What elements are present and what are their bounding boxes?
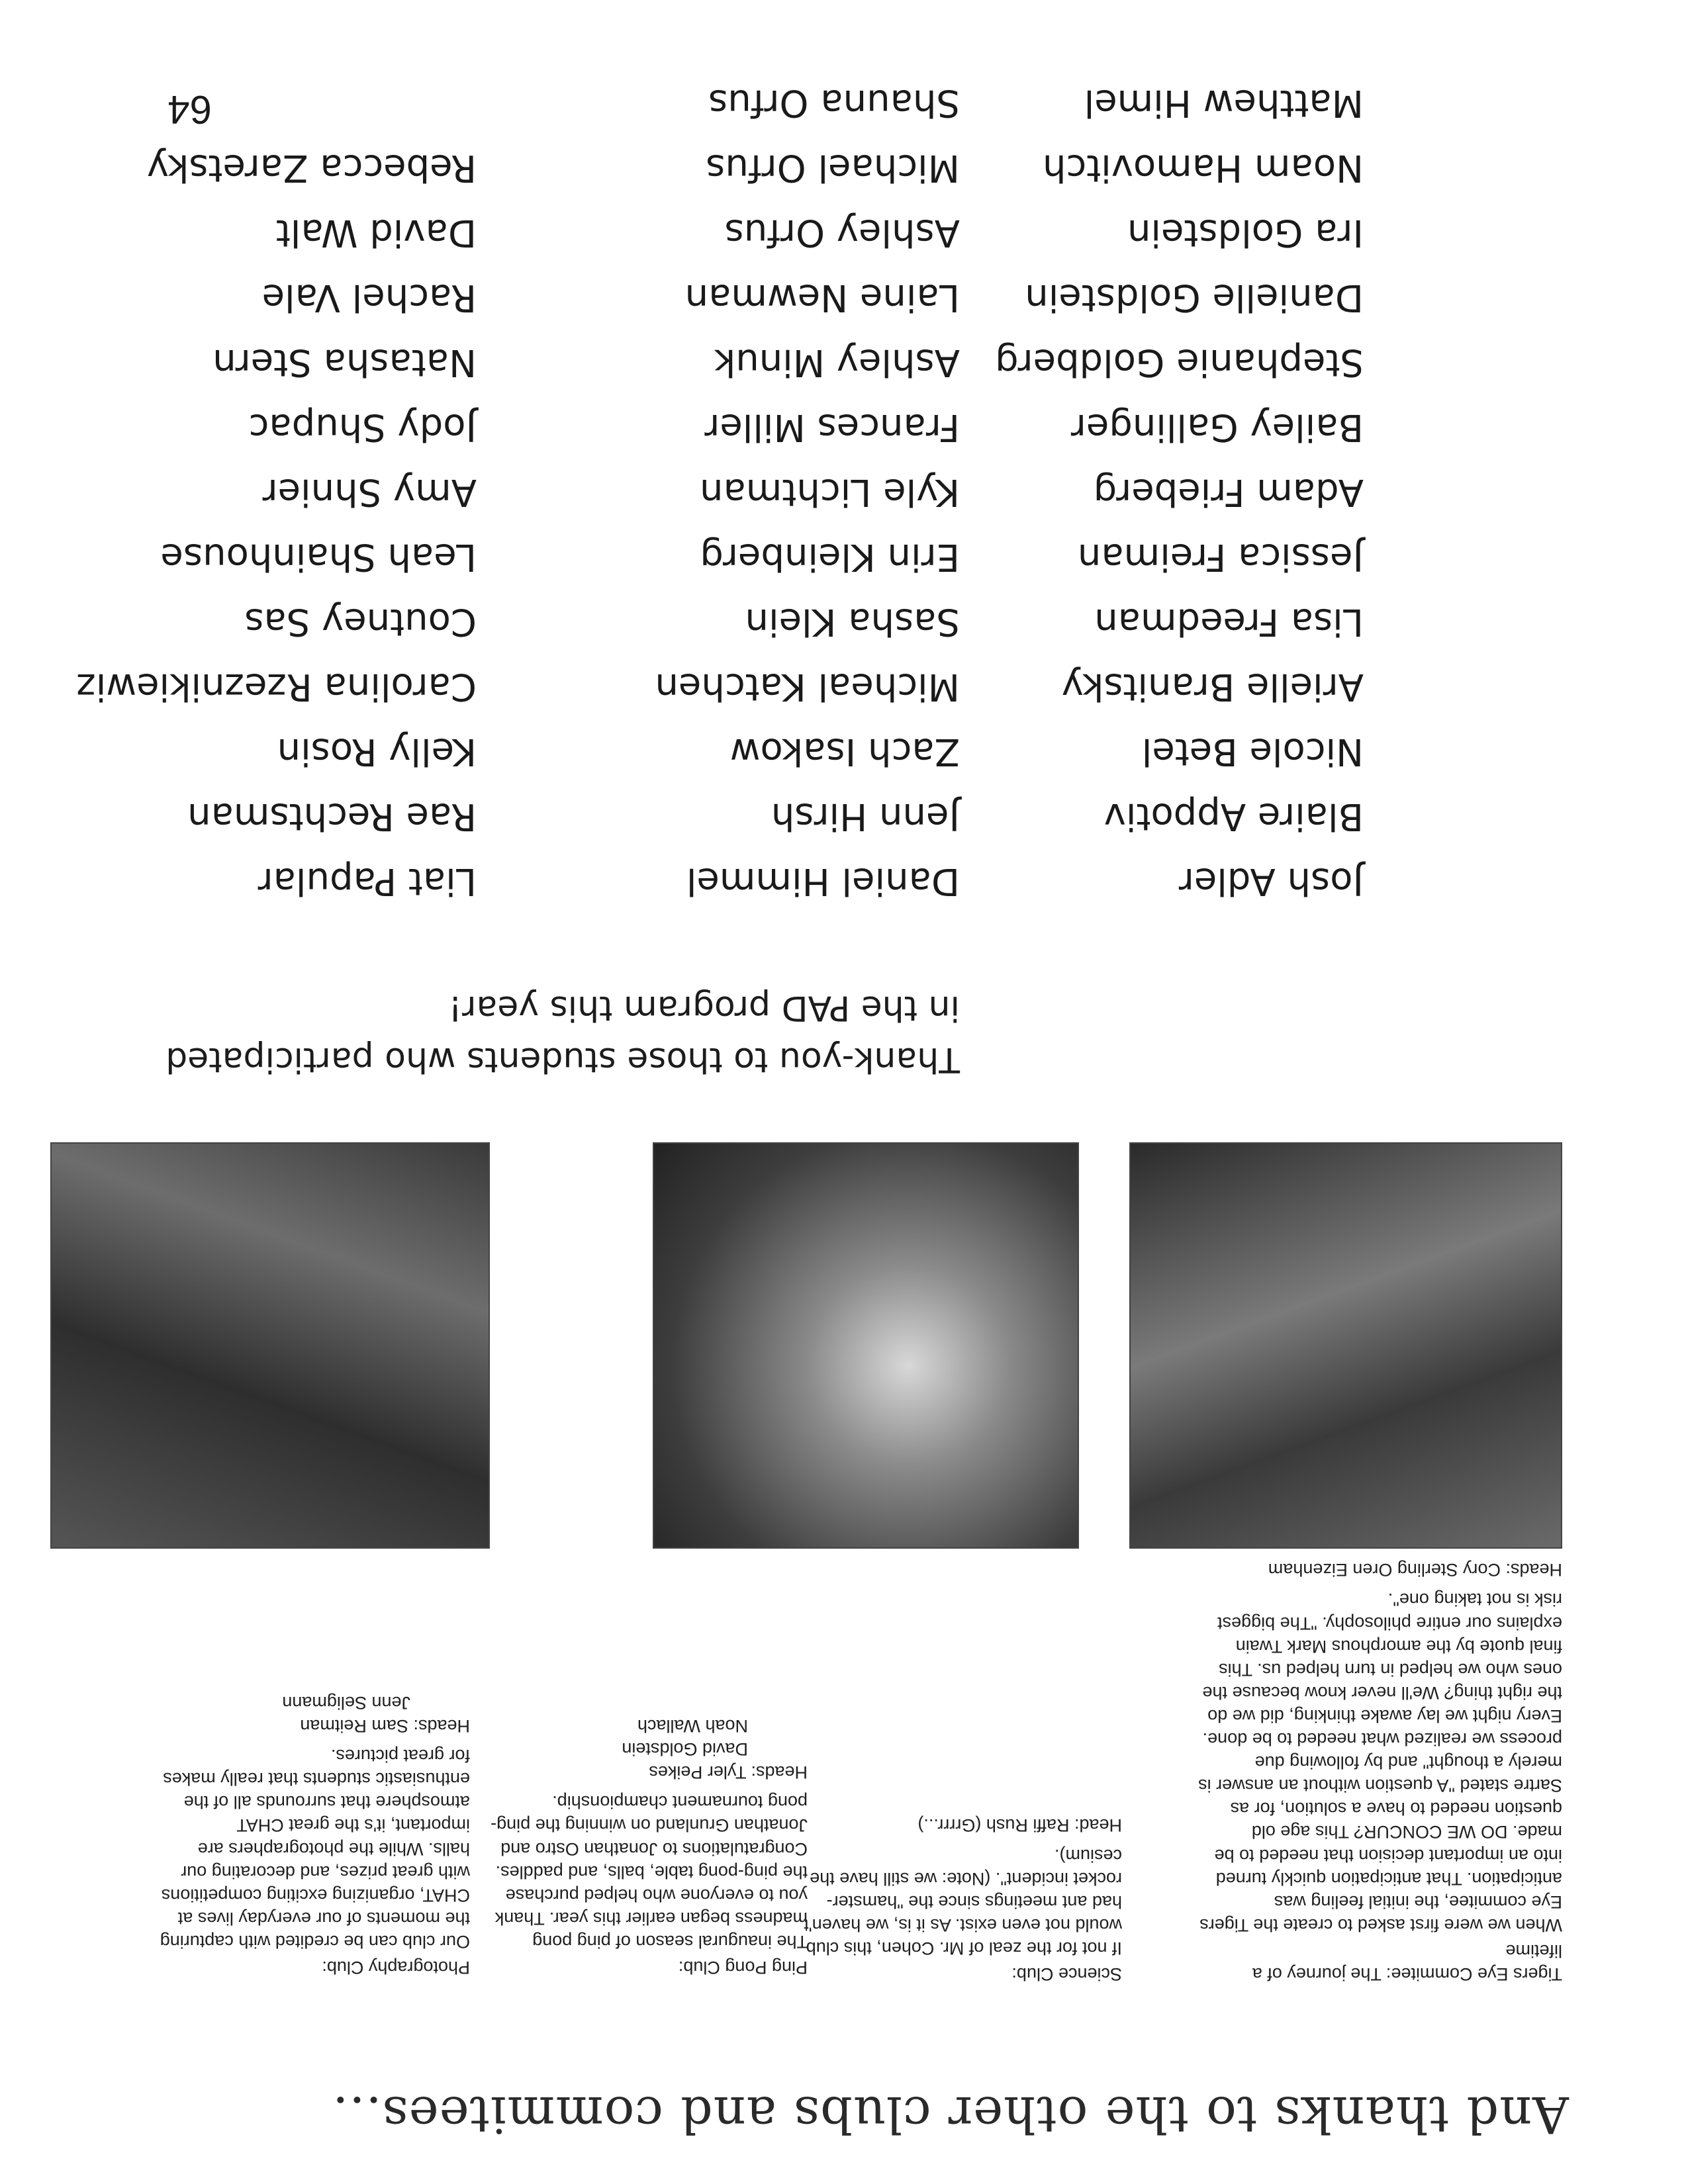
student-name: Erin Kleinberg (700, 535, 960, 578)
student-name: Shauna Orfus (708, 81, 960, 124)
student-name: Jody Shupac (248, 406, 477, 449)
student-name: Liat Papular (258, 860, 477, 903)
student-name: Zach Isakow (729, 730, 960, 773)
student-name: Rebecca Zaretsky (146, 146, 477, 189)
student-name: Blaire Appotiv (1103, 795, 1364, 838)
student-name: Sasha Klein (745, 600, 960, 643)
student-name: Carolina Rzeznikiewiz (76, 665, 477, 708)
student-name: Adam Frieberg (1093, 471, 1364, 514)
student-name: Ashley Minuk (714, 341, 960, 384)
photography-club-blurb (139, 1691, 470, 1979)
club-body: Our club can be credited with capturing the moments of our everyday lives at CHAT, organizing exciting competitions with great prizes, and decorating our halls. While the photographers are important, it's the great CHAT atmosphere that surrounds all of the enthusiastic students that really makes for great pictures. (160, 1746, 470, 1952)
student-name: Jenn Hirsh (771, 795, 960, 838)
student-name: Amy Shnier (262, 471, 477, 514)
student-name: Frances Miller (704, 406, 960, 449)
student-name: Ira Goldstein (1127, 211, 1364, 254)
club-member: Jenn Seligmann (282, 1692, 410, 1713)
student-name: David Walt (275, 211, 477, 254)
student-name: Stephanie Goldberg (995, 341, 1364, 384)
student-name: Jessica Freiman (1077, 535, 1364, 578)
club-heads: Heads: Sam Reitman (300, 1716, 470, 1737)
student-name: Leah Shainhouse (160, 535, 477, 578)
pad-names-column-2 (655, 70, 960, 913)
student-name: Matthew Himel (1084, 81, 1364, 124)
student-name: Lisa Freedman (1094, 600, 1364, 643)
student-name: Josh Adler (1178, 860, 1364, 903)
club-body: When we were first asked to create the Tigers Eye commitee, the initial feeling was anticipation. That anticipation quickly turned into an important decision that needed to be made. DO WE CONCUR? This age old question needed to have a solution, for as Sartre stated "A question without an answer is merely a thought" and by following due process we realized what needed to be done. Every night we lay awake thinking, did we do the right thing? We'll never know because the ones who we helped in turn helped us. This final quote by the amorphous Mark Twain explains our entire philosophy. "The biggest risk is not taking one". (1198, 1590, 1562, 1935)
photo-table-game (653, 1142, 1079, 1549)
student-name: Kelly Rosin (277, 730, 477, 773)
student-name: Rachel Vale (261, 276, 477, 319)
club-member: Noah Wallach (637, 1716, 748, 1737)
student-name: Rae Rechtsman (187, 795, 477, 838)
student-name: Bailey Gallinger (1070, 406, 1364, 449)
student-name: Arielle Branitsky (1061, 665, 1364, 708)
club-heads: Head: Raffi Rush (Grrrr...) (917, 1815, 1122, 1836)
science-club-blurb (791, 1813, 1122, 1985)
student-name: Micheal Katchen (655, 665, 960, 708)
photo-group-students (50, 1142, 490, 1549)
tigers-eye-blurb (1192, 1558, 1562, 1985)
club-title: Photography Club: (322, 1958, 470, 1978)
club-body: If not for the zeal of Mr. Cohen, this club would not even exist. As it is, we haven't had ant meetings since the "hamster-rocket incident". (Note: we still have the cesium). (804, 1845, 1122, 1958)
club-title: Ping Pong Club: (678, 1958, 808, 1978)
club-title: Tigers Eye Commitee: The journey of a lifetime (1252, 1940, 1562, 1984)
student-name: Danielle Goldstein (1025, 276, 1364, 319)
student-name: Daniel Himmel (686, 860, 960, 903)
ping-pong-club-blurb (477, 1714, 808, 1979)
student-name: Noam Hamovitch (1043, 146, 1364, 189)
photo-maple-leafs-students (1129, 1142, 1562, 1549)
page-number: 64 (167, 87, 212, 132)
student-name: Laine Newman (684, 276, 960, 319)
pad-names-column-1 (995, 70, 1364, 913)
student-name: Natasha Stern (212, 341, 477, 384)
student-name: Nicole Betel (1141, 730, 1364, 773)
club-member: David Goldstein (622, 1739, 748, 1760)
club-body: The inaugural season of ping pong madness began earlier this year. Thank you to everyone who helped purchase the ping-pong table, balls, and paddles. Congratulations to Jonathan Ostro and Jonathan Grunland on winning the ping-pong tournament championship. (491, 1792, 808, 1952)
student-name: Michael Orfus (706, 146, 960, 189)
club-heads: Heads: Cory Sterling Oren Eizenham (1268, 1560, 1562, 1580)
student-name: Coutney Sas (244, 600, 477, 643)
club-heads: Heads: Tyler Peikes (649, 1762, 808, 1783)
student-name: Ashley Orfus (724, 211, 960, 254)
pad-names-column-3 (76, 135, 477, 913)
pad-thank-you: Thank-you to those students who participated in the PAD program this year! (165, 988, 960, 1079)
club-title: Science Club: (1011, 1964, 1122, 1984)
student-name: Kyle Lichtman (700, 471, 960, 514)
clubs-heading: And thanks to the other clubs and commitees... (332, 2085, 1569, 2144)
